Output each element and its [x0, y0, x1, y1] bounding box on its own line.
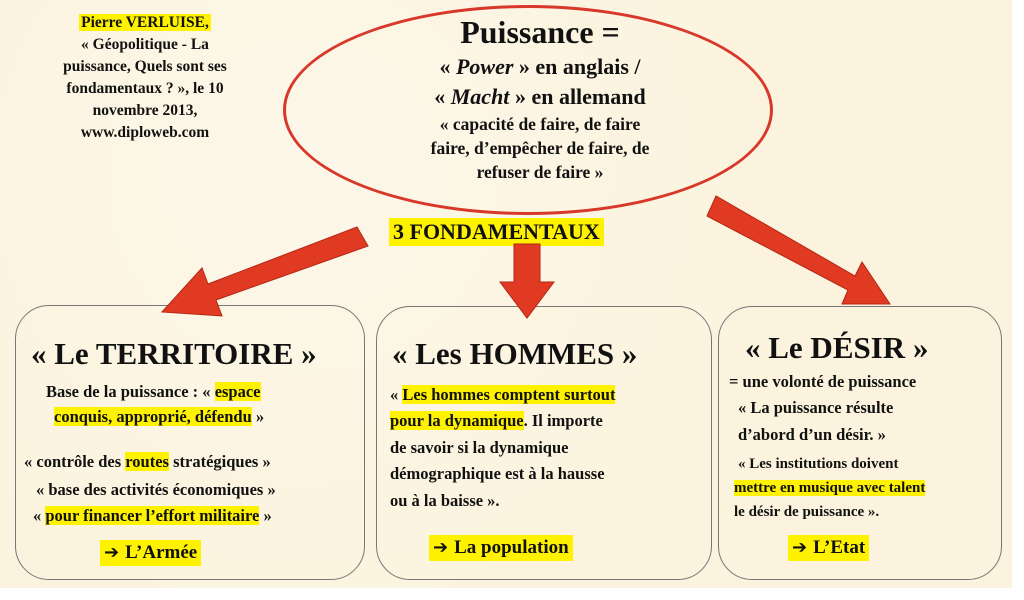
- citation-author: Pierre VERLUISE,: [81, 14, 209, 31]
- hommes-line: démographique est à la hausse: [390, 464, 605, 483]
- citation-line: fondamentaux ? », le 10: [66, 80, 224, 97]
- citation-line: « Géopolitique - La: [81, 36, 209, 53]
- desir-line: d’abord d’un désir. »: [738, 425, 886, 444]
- desir-conclusion: ➔ L’Etat: [788, 535, 869, 561]
- citation-line: puissance, Quels sont ses: [63, 58, 227, 75]
- hommes-line: de savoir si la dynamique: [390, 438, 569, 457]
- center-power-line: « Power » en anglais /: [439, 54, 641, 79]
- desir-title: « Le DÉSIR »: [745, 330, 929, 365]
- desir-line: = une volonté de puissance: [729, 372, 917, 391]
- center-macht-line: « Macht » en allemand: [434, 84, 646, 109]
- fondamentaux-label: 3 FONDAMENTAUX: [389, 218, 604, 246]
- citation-url: www.diploweb.com: [80, 124, 210, 141]
- center-definition-line: faire, d’empêcher de faire, de: [430, 138, 650, 158]
- desir-line: mettre en musique avec talent: [734, 480, 926, 496]
- center-definition-line: refuser de faire »: [476, 162, 604, 182]
- territoire-activites-line: « base des activités économiques »: [36, 480, 276, 499]
- center-title: Puissance =: [460, 14, 620, 50]
- hommes-line: ou à la baisse ».: [390, 491, 500, 510]
- territoire-espace-line: conquis, approprié, défendu »: [54, 407, 265, 426]
- hommes-line: « Les hommes comptent surtout: [390, 385, 616, 404]
- left-arrow: [162, 227, 368, 316]
- hommes-conclusion: ➔ La population: [429, 535, 573, 561]
- territoire-conclusion: ➔ L’Armée: [100, 540, 201, 566]
- desir-line: le désir de puissance ».: [734, 504, 880, 520]
- hommes-line: pour la dynamique. Il importe: [390, 411, 603, 430]
- right-arrow-icon: ➔: [433, 537, 449, 558]
- hommes-title: « Les HOMMES »: [392, 336, 638, 371]
- desir-line: « Les institutions doivent: [738, 456, 899, 472]
- territoire-controle-line: « contrôle des routes stratégiques »: [24, 452, 271, 471]
- right-arrow-icon: ➔: [792, 537, 808, 558]
- middle-arrow: [500, 244, 554, 318]
- territoire-title: « Le TERRITOIRE »: [31, 336, 317, 371]
- territoire-militaire-line: « pour financer l’effort militaire »: [33, 506, 272, 525]
- citation-line: novembre 2013,: [92, 102, 198, 119]
- right-arrow: [707, 196, 890, 304]
- center-definition-line: « capacité de faire, de faire: [439, 114, 641, 134]
- territoire-base-line: Base de la puissance : « espace: [46, 382, 261, 401]
- right-arrow-icon: ➔: [104, 542, 120, 563]
- desir-line: « La puissance résulte: [738, 398, 894, 417]
